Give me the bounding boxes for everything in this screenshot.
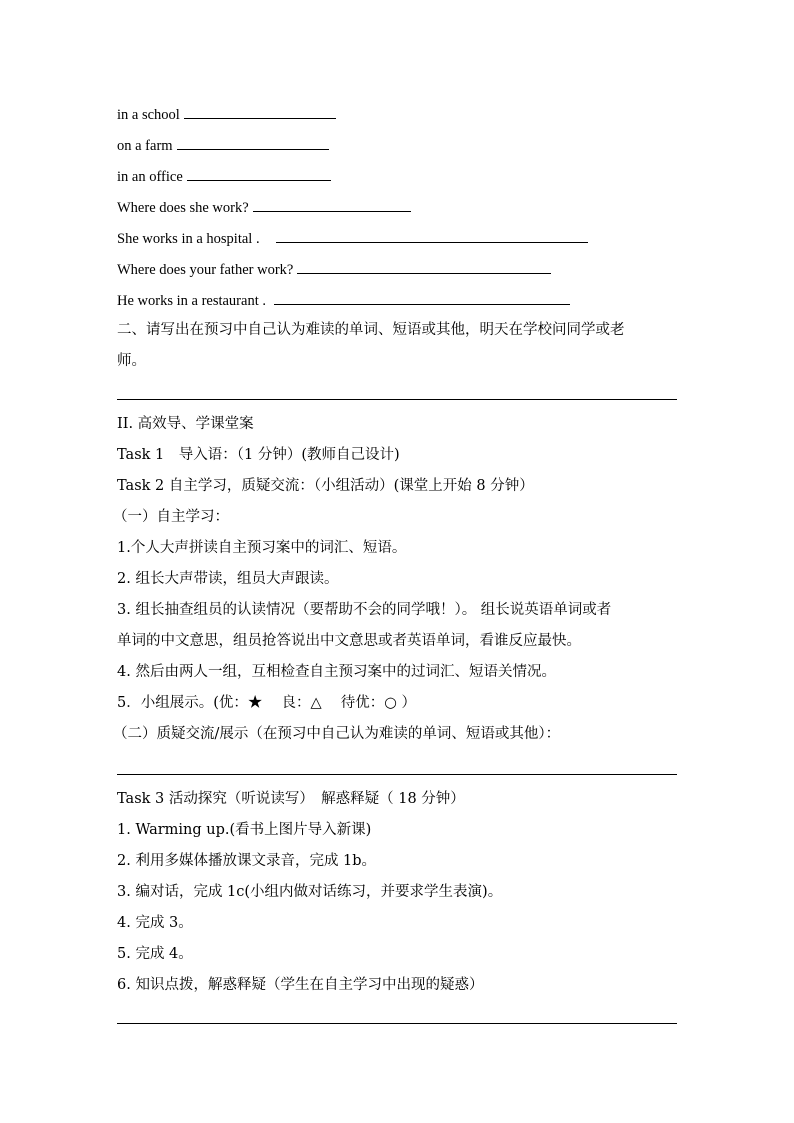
answer-blank[interactable] xyxy=(297,258,551,274)
answer-blank[interactable] xyxy=(177,134,329,150)
vocab-prompt: in an office xyxy=(117,169,183,185)
answer-rule[interactable] xyxy=(117,1023,677,1024)
vocab-line-5 xyxy=(117,227,588,249)
answer-blank[interactable] xyxy=(187,165,331,181)
vocab-line-6 xyxy=(117,258,551,280)
vocab-line-7 xyxy=(117,289,570,311)
vocab-prompt: She works in a hospital . xyxy=(117,231,260,247)
section2-instruction-line2: 师。 xyxy=(117,353,146,369)
vocab-line-4 xyxy=(117,196,411,218)
answer-blank[interactable] xyxy=(184,103,336,119)
vocab-prompt: Where does she work? xyxy=(117,200,249,216)
task3-step-4: 4. 完成 3。 xyxy=(117,915,193,931)
part2-heading: II. 高效导、学课堂案 xyxy=(117,416,254,432)
task3-step-1: 1. Warming up.(看书上图片导入新课) xyxy=(117,822,372,838)
answer-blank[interactable] xyxy=(253,196,411,212)
task3-step-6: 6. 知识点拨，解惑释疑（学生在自主学习中出现的疑惑） xyxy=(117,977,484,993)
vocab-line-1 xyxy=(117,103,336,125)
vocab-prompt: on a farm xyxy=(117,138,173,154)
vocab-prompt: Where does your father work? xyxy=(117,262,294,278)
step-3-line2: 单词的中文意思，组员抢答说出中文意思或者英语单词，看谁反应最快。 xyxy=(117,633,581,649)
task3-step-5: 5. 完成 4。 xyxy=(117,946,193,962)
task3-step-3: 3. 编对话，完成 1c(小组内做对话练习，并要求学生表演)。 xyxy=(117,884,503,900)
task1-line: Task 1 导入语：（1 分钟）(教师自己设计) xyxy=(117,447,400,463)
vocab-prompt: He works in a restaurant . xyxy=(117,293,266,309)
subsection-self-study: （一）自主学习： xyxy=(113,509,229,525)
step-3-line1: 3. 组长抽查组员的认读情况（要帮助不会的同学哦！）。 组长说英语单词或者 xyxy=(117,602,612,618)
vocab-prompt: in a school xyxy=(117,107,180,123)
task2-line: Task 2 自主学习，质疑交流：（小组活动）(课堂上开始 8 分钟） xyxy=(117,478,534,494)
step-4: 4. 然后由两人一组，互相检查自主预习案中的过词汇、短语关情况。 xyxy=(117,664,556,680)
task3-step-2: 2. 利用多媒体播放课文录音，完成 1b。 xyxy=(117,853,377,869)
task3-line: Task 3 活动探究（听说读写） 解惑释疑（ 18 分钟） xyxy=(117,791,465,807)
answer-blank[interactable] xyxy=(274,289,570,305)
answer-blank[interactable] xyxy=(276,227,588,243)
step-5: 5．小组展示。(优：★ 良：△ 待优：○ ） xyxy=(117,695,417,711)
answer-rule[interactable] xyxy=(117,399,677,400)
answer-rule[interactable] xyxy=(117,774,677,775)
section2-instruction-line1: 二、请写出在预习中自己认为难读的单词、短语或其他，明天在学校问同学或老 xyxy=(117,322,625,338)
vocab-line-2 xyxy=(117,134,329,156)
step-1: 1.个人大声拼读自主预习案中的词汇、短语。 xyxy=(117,540,407,556)
step-2: 2. 组长大声带读，组员大声跟读。 xyxy=(117,571,339,587)
vocab-line-3 xyxy=(117,165,331,187)
subsection-question-exchange: （二）质疑交流/展示（在预习中自己认为难读的单词、短语或其他）： xyxy=(113,726,561,742)
